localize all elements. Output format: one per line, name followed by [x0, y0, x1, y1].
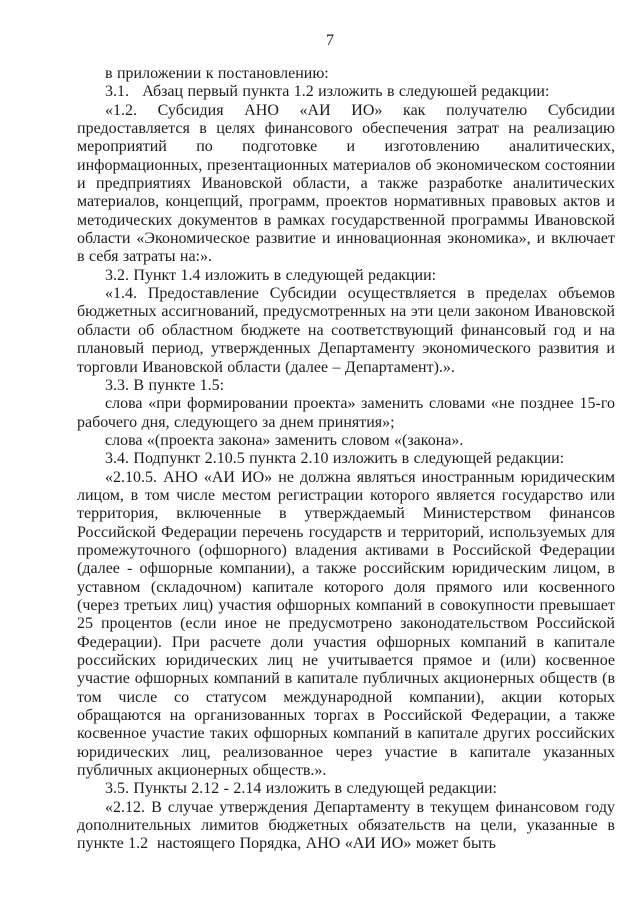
paragraph: 3.4. Подпункт 2.10.5 пункта 2.10 изложить в следующей редакции: [105, 450, 565, 468]
page-number: 7 [326, 32, 334, 49]
paragraph: 3.5. Пункты 2.12 - 2.14 изложить в следующей редакции: [105, 780, 497, 798]
paragraph: в приложении к постановлению: [105, 65, 329, 82]
paragraph: слова «при формировании проекта» заменить словами «не позднее 15-го рабочего дня, следующего за днем принятия»; [77, 395, 615, 431]
paragraph: 3.3. В пункте 1.5: [105, 376, 225, 394]
paragraph: слова «(проекта закона» заменить словом «(закона». [105, 431, 464, 449]
paragraph: 3.1. Абзац первый пункта 1.2 изложить в следуюшей редакции: [105, 83, 550, 101]
document-text-body [77, 65, 615, 854]
paragraph: «1.2. Субсидия АНО «АИ ИО» как получателю Субсидии предоставляется в целях финансового обеспечения затрат на реализацию мероприятий по подготовке и изготовлению аналитических, информационных, презентационных материалов об экономическом состоянии и предприятиях Ивановской области, а также разработке аналитических материалов, концепций, программ, проектов нормативных правовых актов и методических документов в рамках государственной программы Ивановской области «Экономическое развитие и инновационная экономика», и включает в себя затраты на:». [77, 101, 615, 266]
paragraph: «1.4. Предоставление Субсидии осуществляется в пределах объемов бюджетных ассигнований, предусмотренных на эти цели законом Ивановской области об областном бюджете на соответствующий финансовый год и на плановый период, утвержденных Департаменту экономического развития и торговли Ивановской области (далее – Департамент).». [77, 285, 615, 376]
paragraph: 3.2. Пункт 1.4 изложить в следующей редакции: [105, 266, 437, 284]
paragraph: «2.12. В случае утверждения Департаменту в текущем финансовом году дополнительных лимитов бюджетных обязательств на цели, указанные в пункте 1.2 настоящего Порядка, АНО «АИ ИО» может быть [77, 798, 615, 853]
paragraph: «2.10.5. АНО «АИ ИО» не должна являться иностранным юридическим лицом, в том числе местом регистрации которого является государство или территория, включенные в утверждаемый Министерством финансов Российской Федерации перечень государств и территорий, используемых для промежуточного (офшорного) владения активами в Российской Федерации (далее - офшорные компании), а также российским юридическим лицом, в уставном (складочном) капитале которого доля прямого или косвенного (через третьих лиц) участия офшорных компаний в совокупности превышает 25 процентов (если иное не предусмотрено законодательством Российской Федерации). При расчете доли участия офшорных компаний в капитале российских юридических лиц не учитывается прямое и (или) косвенное участие офшорных компаний в капитале публичных акционерных обществ (в том числе со статусом международной компании), акции которых обращаются на организованных торгах в Российской Федерации, а также косвенное участие таких офшорных компаний в капитале других российских юридических лиц, реализованное через участие в капитале указанных публичных акционерных обществ.». [77, 468, 615, 780]
